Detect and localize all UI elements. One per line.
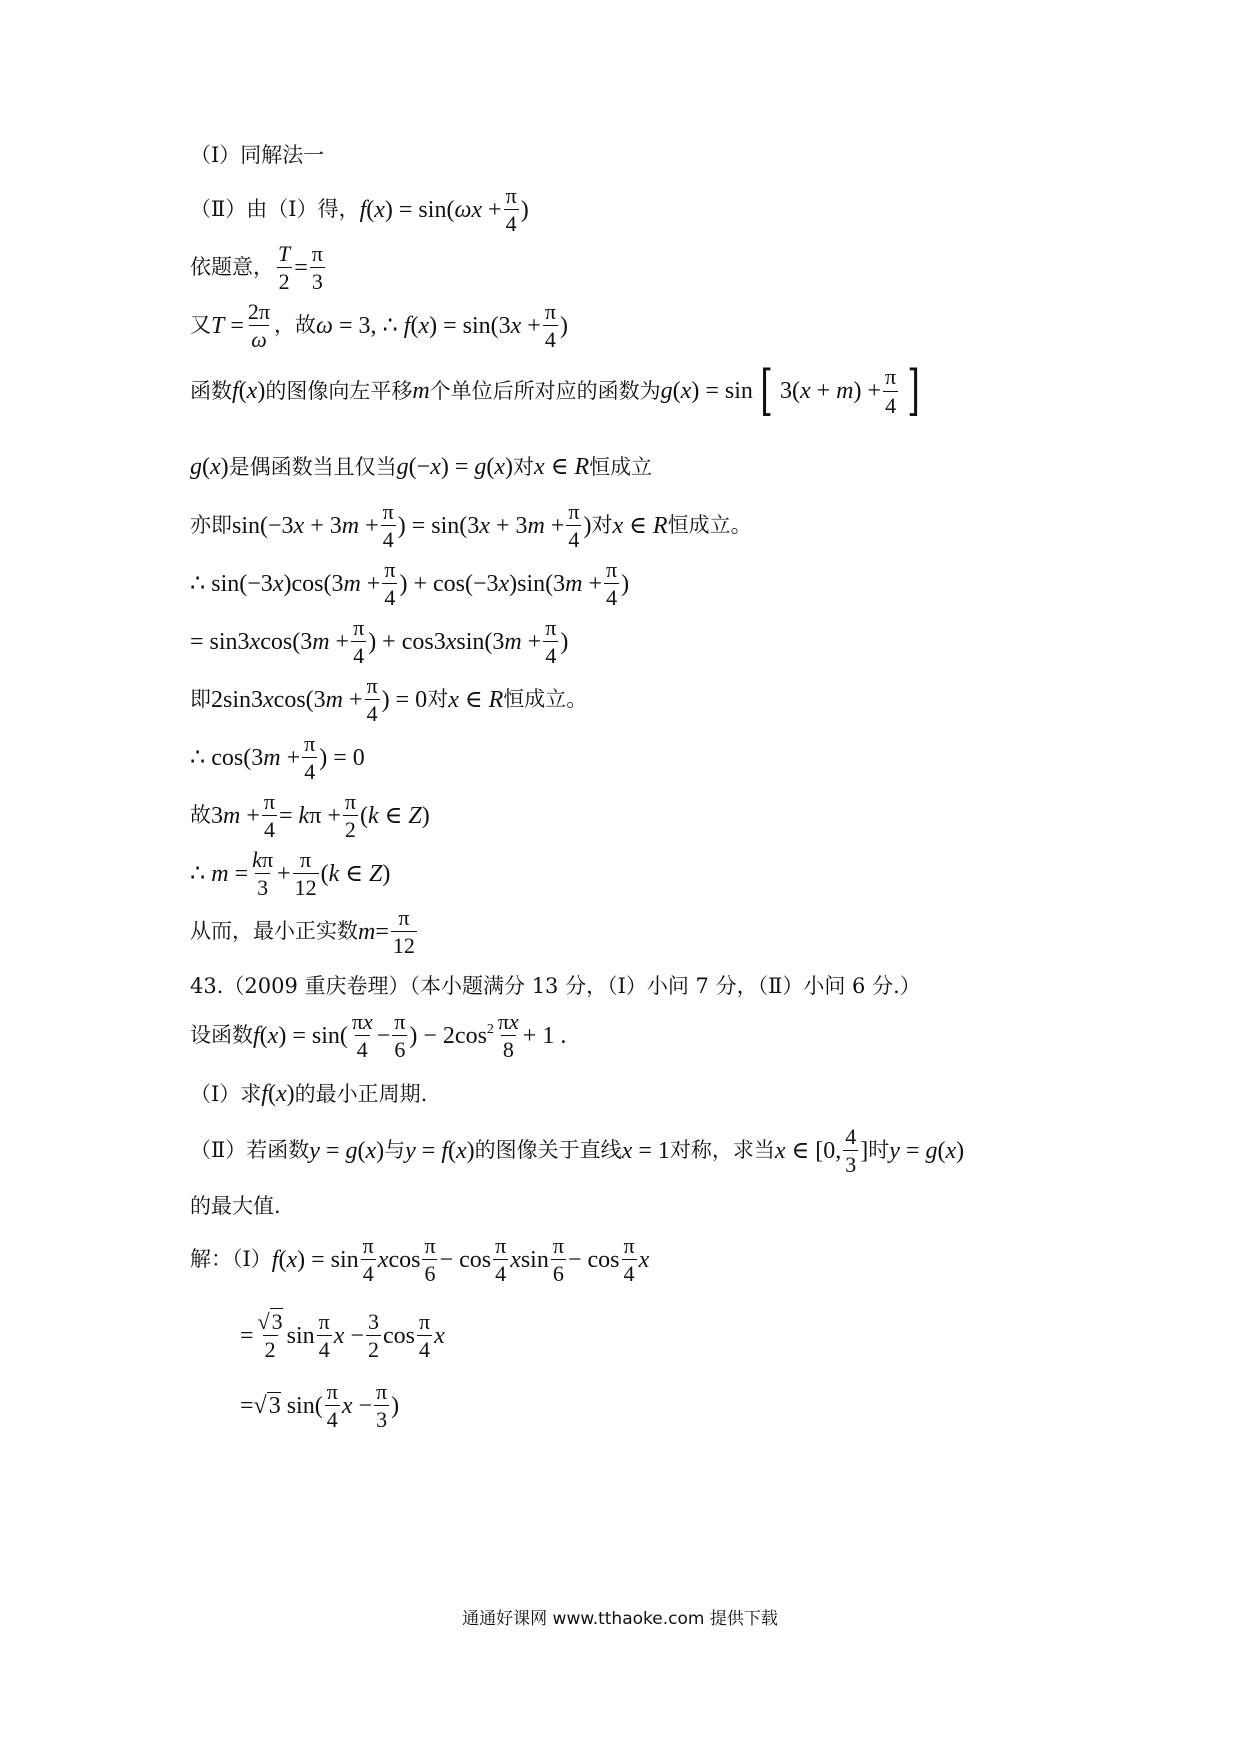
- text: 函数: [190, 378, 232, 403]
- text: 即: [190, 687, 211, 712]
- line-simplified: 即 2sin3xcos(3m + $\frac{\pi}{4}$ ) = 0 对 x ∈ R 恒成立。: [190, 673, 588, 727]
- line-omega: 又 T = $\frac{2\pi}{\omega}$ ，故 ω = 3, ∴ f(x) = sin(3x + $\frac{\pi}{4}$ ): [190, 299, 568, 353]
- text: 个单位后所对应的函数为: [429, 378, 661, 403]
- text: 解：（Ⅰ）: [190, 1247, 272, 1272]
- solution-line-2: = $\frac{√3}{2}$ sin π 4 x − $\frac{3}{2}$ cos π 4 x: [240, 1309, 445, 1363]
- text: 又: [190, 313, 211, 338]
- question-43-function: 设函数 f(x) = sin( πx 4 − $\frac{\pi}{6}$ ) − $2\cos^2$ πx 8 + 1 .: [190, 1009, 567, 1063]
- text: 故: [190, 803, 211, 828]
- text: 亦即: [190, 513, 232, 538]
- text: 依题意，: [190, 255, 274, 280]
- fraction: $\frac{\pi}{4}$: [505, 183, 517, 237]
- question-43-header: [190, 976, 921, 997]
- text: 对: [427, 687, 449, 712]
- text: 是偶函数当且仅当: [228, 454, 397, 479]
- formula: f(x) = sin(ωx +: [359, 196, 502, 223]
- question-43-part1: （Ⅰ）求 f(x) 的最小正周期.: [190, 1081, 428, 1107]
- text: 与: [384, 1138, 406, 1163]
- text: 的最大值.: [190, 1194, 281, 1218]
- text: 43.（2009 重庆卷理）（本小题满分 13 分，（Ⅰ）小问 7 分，（Ⅱ）小问 6 分.）: [190, 974, 921, 998]
- line-shift: 函数 f(x) 的图像向左平移 m 个单位后所对应的函数为 g(x) = sin [ 3(x + m) + $\frac{\pi}{4}$ ]: [190, 359, 921, 422]
- line-cos-zero: ∴ cos(3m + $\frac{\pi}{4}$ ) = 0: [190, 731, 365, 785]
- text: 的最小正周期.: [294, 1081, 428, 1106]
- text: 时: [868, 1138, 890, 1163]
- line-k-equation: 故 3m + $\frac{\pi}{4}$ = kπ + $\frac{\pi}{2}$ (k ∈ Z): [190, 789, 430, 843]
- solution-line-3: =√3 sin( π 4 x − $\frac{\pi}{3}$ ): [240, 1379, 400, 1433]
- text: （Ⅱ）若函数: [190, 1138, 310, 1163]
- question-43-part2: （Ⅱ）若函数 y = g(x) 与 y = f(x) 的图像关于直线 x = 1 对称，求当 x ∈ [0, 4 3 ] 时 y = g(x): [190, 1124, 965, 1178]
- text: 设函数: [190, 1023, 253, 1048]
- line-part1-ref: [190, 145, 324, 166]
- text: 对: [591, 513, 613, 538]
- text: 对称，求当: [669, 1138, 775, 1163]
- text: （Ⅱ）由（I）得，: [190, 197, 360, 222]
- text: ，故: [274, 313, 317, 338]
- text: 恒成立。: [503, 687, 588, 712]
- text: 的图像向左平移: [265, 378, 413, 403]
- text: 恒成立。: [667, 513, 752, 538]
- page-footer: 通通好课网 www.tthaoke.com 提供下载: [462, 1609, 778, 1629]
- line-equiv: 亦即 sin(−3x + 3m + $\frac{\pi}{4}$ ) = sin(3x + 3m + $\frac{\pi}{4}$ ) 对 x ∈ R 恒成立。: [190, 499, 752, 553]
- line-part2-f: （Ⅱ）由（I）得， f(x) = sin(ωx + $\frac{\pi}{4}$ ): [190, 183, 529, 237]
- line-m-solution: ∴ m = $\frac{k\pi}{3}$ + $\frac{\pi}{12}$ (k ∈ Z): [190, 847, 391, 901]
- solution-line-1: 解：（Ⅰ） f(x) = sin π 4 x cos π 6 − cos π 4 xsin π 6 − cos π 4 x: [190, 1233, 650, 1287]
- question-43-part2-end: [190, 1196, 281, 1217]
- text: 对: [513, 454, 535, 479]
- text: 的图像关于直线: [474, 1138, 622, 1163]
- line-period-condition: 依题意， $\frac{T}{2}$ = $\frac{\pi}{3}$: [190, 241, 323, 295]
- line-min-m: 从而，最小正实数 m = $\frac{\pi}{12}$: [190, 905, 415, 959]
- line-expand-2: = sin3xcos(3m + $\frac{\pi}{4}$ ) + cos3xsin(3m + $\frac{\pi}{4}$ ): [190, 615, 569, 669]
- line-even-condition: g(x) 是偶函数当且仅当 g(−x) = g(x) 对 x ∈ R 恒成立: [190, 454, 653, 480]
- text: 从而，最小正实数: [190, 919, 358, 944]
- line-expand-1: ∴ sin(−3x)cos(3m + $\frac{\pi}{4}$ ) + cos(−3x)sin(3m + $\frac{\pi}{4}$ ): [190, 557, 630, 611]
- text: （Ⅰ）求: [190, 1081, 262, 1106]
- text: 恒成立: [589, 454, 653, 479]
- text: （I）同解法一: [190, 143, 325, 167]
